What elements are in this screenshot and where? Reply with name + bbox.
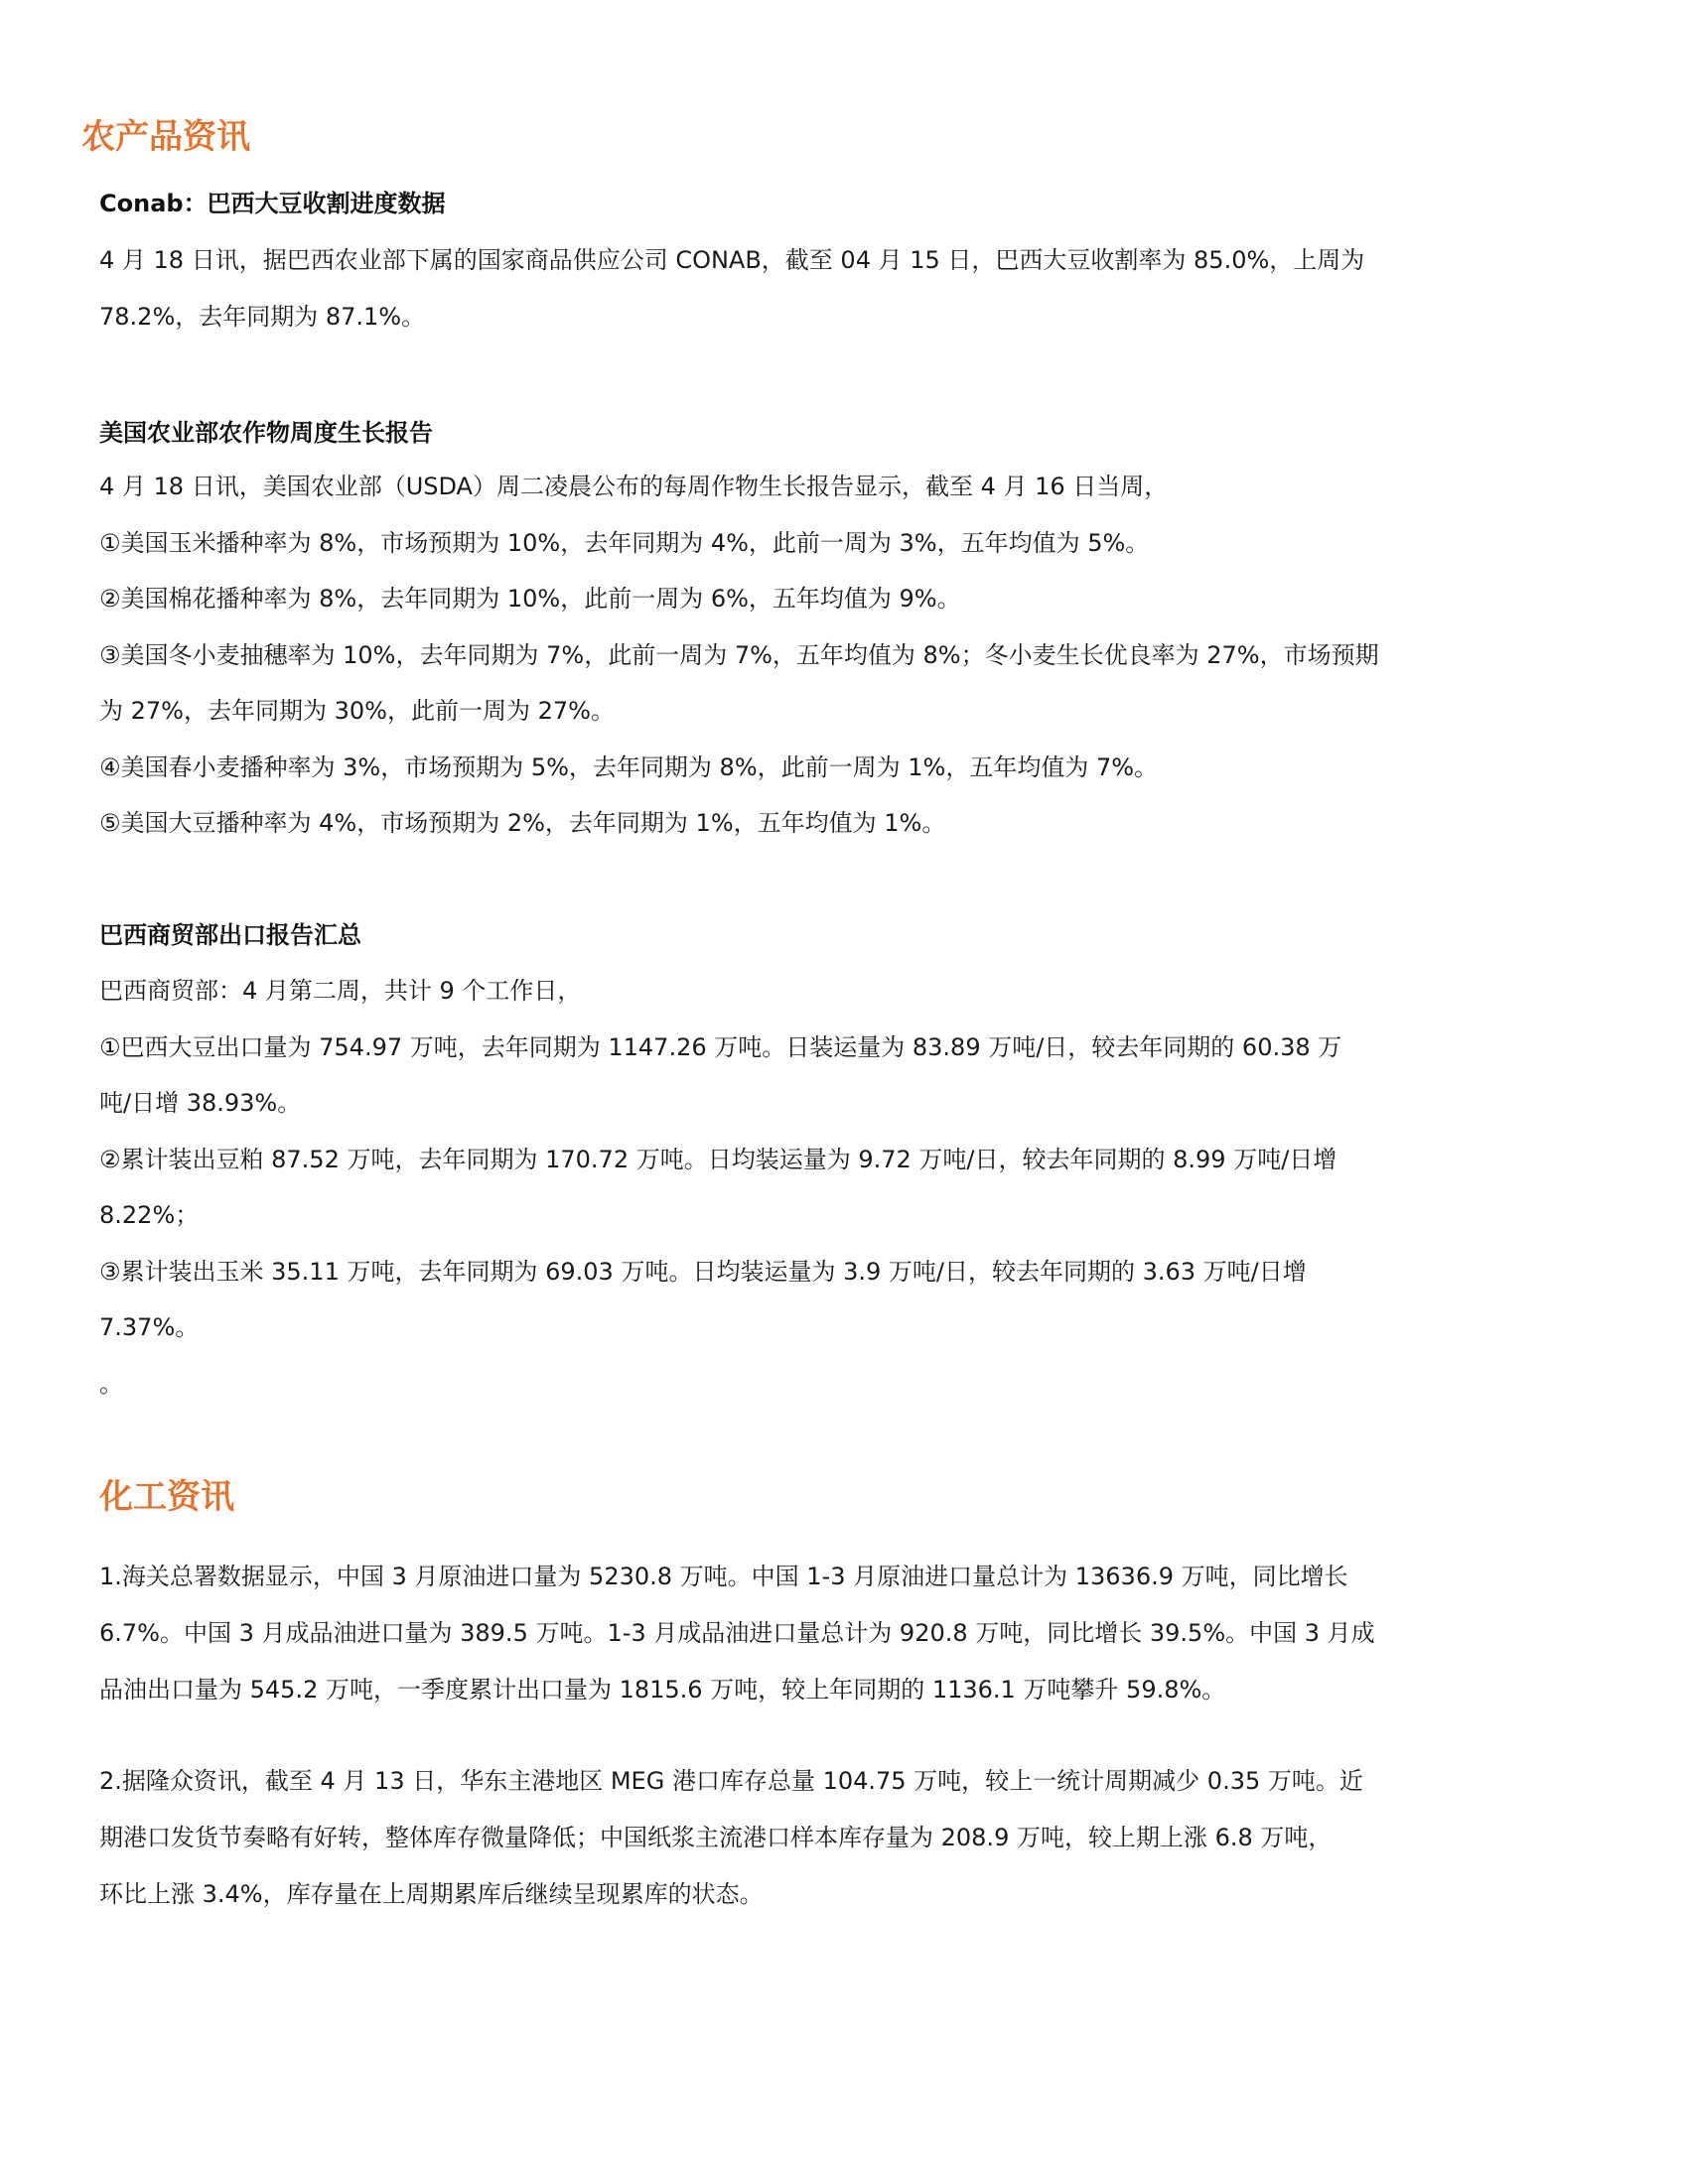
subtitle-usda: 美国农业部农作物周度生长报告 [99, 419, 433, 447]
text-line: ③美国冬小麦抽穗率为 10%，去年同期为 7%，此前一周为 7%，五年均值为 8%；冬小麦生长优良率为 27%，市场预期 [99, 640, 1379, 669]
paragraph-chem-2 [99, 1753, 1569, 1923]
text-line: 期港口发货节奏略有好转，整体库存微量降低；中国纸浆主流港口样本库存量为 208.9 万吨，较上期上涨 6.8 万吨， [99, 1824, 1333, 1851]
text-line: 78.2%，去年同期为 87.1%。 [99, 302, 426, 331]
subtitle-conab: Conab：巴西大豆收割进度数据 [99, 190, 446, 217]
text-line: 为 27%，去年同期为 30%，此前一周为 27%。 [99, 697, 615, 725]
text-line: 2.据隆众资讯，截至 4 月 13 日，华东主港地区 MEG 港口库存总量 104.75 万吨，较上一统计周期减少 0.35 万吨。近 [99, 1767, 1363, 1795]
text-line: 4 月 18 日讯，据巴西农业部下属的国家商品供应公司 CONAB，截至 04 月 15 日，巴西大豆收割率为 85.0%，上周为 [99, 246, 1365, 274]
text-line: 4 月 18 日讯，美国农业部（USDA）周二凌晨公布的每周作物生长报告显示，截至 4 月 16 日当周， [99, 473, 1169, 500]
text-line: ⑤美国大豆播种率为 4%，市场预期为 2%，去年同期为 1%，五年均值为 1%。 [99, 809, 946, 837]
section-title-agri: 农产品资讯 [81, 117, 250, 157]
paragraph-brazil-trade [99, 963, 1569, 1412]
paragraph-conab [99, 232, 1569, 344]
text-line: 环比上涨 3.4%，库存量在上周期累库后继续呈现累库的状态。 [99, 1880, 764, 1908]
text-line: ②累计装出豆粕 87.52 万吨，去年同期为 170.72 万吨。日均装运量为 9.72 万吨/日，较去年同期的 8.99 万吨/日增 [99, 1145, 1337, 1173]
subtitle-brazil-trade: 巴西商贸部出口报告汇总 [99, 921, 361, 949]
paragraph-chem-1 [99, 1549, 1569, 1718]
text-line: 品油出口量为 545.2 万吨，一季度累计出口量为 1815.6 万吨，较上年同期的 1136.1 万吨攀升 59.8%。 [99, 1676, 1226, 1704]
text-line: 巴西商贸部：4 月第二周，共计 9 个工作日， [99, 977, 582, 1005]
text-line: 8.22%； [99, 1201, 200, 1229]
text-line: ①美国玉米播种率为 8%，市场预期为 10%，去年同期为 4%，此前一周为 3%，五年均值为 5%。 [99, 528, 1150, 557]
text-line: 。 [99, 1369, 123, 1398]
section-title-chem: 化工资讯 [99, 1477, 234, 1517]
text-line: 6.7%。中国 3 月成品油进口量为 389.5 万吨。1-3 月成品油进口量总计为 920.8 万吨，同比增长 39.5%。中国 3 月成 [99, 1619, 1375, 1647]
text-line: ④美国春小麦播种率为 3%，市场预期为 5%，去年同期为 8%，此前一周为 1%，五年均值为 7%。 [99, 752, 1159, 781]
text-line: ①巴西大豆出口量为 754.97 万吨，去年同期为 1147.26 万吨。日装运量为 83.89 万吨/日，较去年同期的 60.38 万 [99, 1032, 1342, 1061]
text-line: ③累计装出玉米 35.11 万吨，去年同期为 69.03 万吨。日均装运量为 3.9 万吨/日，较去年同期的 3.63 万吨/日增 [99, 1257, 1307, 1286]
text-line: ②美国棉花播种率为 8%，去年同期为 10%，此前一周为 6%，五年均值为 9%。 [99, 585, 961, 613]
paragraph-usda [99, 459, 1569, 852]
text-line: 7.37%。 [99, 1313, 200, 1341]
text-line: 吨/日增 38.93%。 [99, 1089, 302, 1117]
text-line: 1.海关总署数据显示，中国 3 月原油进口量为 5230.8 万吨。中国 1-3 月原油进口量总计为 13636.9 万吨，同比增长 [99, 1563, 1348, 1590]
